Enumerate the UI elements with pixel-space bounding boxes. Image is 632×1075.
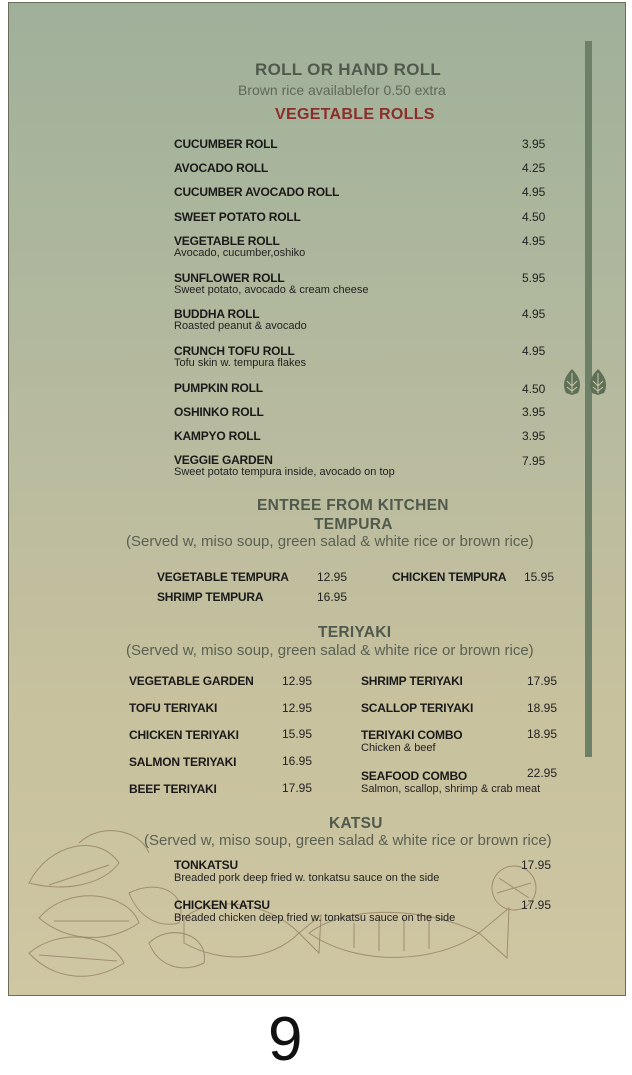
page-number: 9 <box>268 1005 303 1074</box>
item-name: VEGETABLE TEMPURA <box>157 570 289 584</box>
vegetable-rolls-heading: VEGETABLE ROLLS <box>275 106 435 123</box>
item-price: 12.95 <box>282 674 313 688</box>
item-price: 15.95 <box>282 727 313 741</box>
item-name: TOFU TERIYAKI <box>129 701 218 715</box>
item-price: 4.95 <box>522 344 546 358</box>
item-description: Avocado, cucumber,oshiko <box>174 247 306 259</box>
item-price: 12.95 <box>282 701 313 715</box>
item-name: SCALLOP TERIYAKI <box>361 701 474 715</box>
item-name: OSHINKO ROLL <box>174 405 264 419</box>
item-price: 3.95 <box>522 429 546 443</box>
item-description: Salmon, scallop, shrimp & crab meat <box>361 783 541 795</box>
teriyaki-heading: TERIYAKI <box>318 624 392 641</box>
item-name: SHRIMP TEMPURA <box>157 590 264 604</box>
item-price: 3.95 <box>522 405 546 419</box>
brown-rice-note: Brown rice availablefor 0.50 extra <box>238 82 446 98</box>
item-name: SWEET POTATO ROLL <box>174 210 301 224</box>
item-name: SEAFOOD COMBO <box>361 769 468 783</box>
item-name: VEGGIE GARDEN <box>174 453 273 467</box>
item-price: 18.95 <box>527 701 558 715</box>
item-name: PUMPKIN ROLL <box>174 381 263 395</box>
item-price: 17.95 <box>282 781 313 795</box>
item-description: Sweet potato tempura inside, avocado on top <box>174 466 395 478</box>
item-name: SALMON TERIYAKI <box>129 755 237 769</box>
item-price: 17.95 <box>527 674 558 688</box>
item-name: CUCUMBER ROLL <box>174 137 278 151</box>
item-price: 15.95 <box>524 570 555 584</box>
item-name: CHICKEN TEMPURA <box>392 570 507 584</box>
item-name: CUCUMBER AVOCADO ROLL <box>174 185 340 199</box>
item-description: Breaded pork deep fried w. tonkatsu sauce on the side <box>174 872 440 884</box>
item-name: CRUNCH TOFU ROLL <box>174 344 295 358</box>
item-price: 16.95 <box>317 590 348 604</box>
item-name: VEGETABLE GARDEN <box>129 674 254 688</box>
item-name: BEEF TERIYAKI <box>129 782 217 796</box>
item-name: KAMPYO ROLL <box>174 429 261 443</box>
item-description: Tofu skin w. tempura flakes <box>174 357 307 369</box>
item-price: 3.95 <box>522 137 546 151</box>
item-price: 4.95 <box>522 234 546 248</box>
item-description: Breaded chicken deep fried w. tonkatsu sauce on the side <box>174 912 456 924</box>
item-name: CHICKEN TERIYAKI <box>129 728 239 742</box>
item-name: TERIYAKI COMBO <box>361 728 463 742</box>
item-name: AVOCADO ROLL <box>174 161 269 175</box>
item-name: TONKATSU <box>174 858 238 872</box>
katsu-heading: KATSU <box>329 815 383 832</box>
item-price: 18.95 <box>527 727 558 741</box>
item-name: BUDDHA ROLL <box>174 307 260 321</box>
item-price: 17.95 <box>521 898 552 912</box>
item-name: SHRIMP TERIYAKI <box>361 674 463 688</box>
item-price: 5.95 <box>522 271 546 285</box>
item-price: 4.50 <box>522 382 546 396</box>
item-name: VEGETABLE ROLL <box>174 234 280 248</box>
item-price: 4.50 <box>522 210 546 224</box>
menu-page <box>8 2 626 996</box>
item-price: 22.95 <box>527 766 558 780</box>
item-price: 4.95 <box>522 185 546 199</box>
entree-heading: ENTREE FROM KITCHEN <box>257 497 449 514</box>
decorative-vertical-bar <box>585 41 592 757</box>
item-price: 4.95 <box>522 307 546 321</box>
item-price: 12.95 <box>317 570 348 584</box>
tempura-served-note: (Served w, miso soup, green salad & white rice or brown rice) <box>126 533 534 550</box>
item-name: SUNFLOWER ROLL <box>174 271 285 285</box>
tempura-heading: TEMPURA <box>314 516 393 533</box>
leaf-ornament-icon <box>560 367 612 397</box>
item-name: CHICKEN KATSU <box>174 898 270 912</box>
katsu-served-note: (Served w, miso soup, green salad & white rice or brown rice) <box>144 832 552 849</box>
page-title: ROLL OR HAND ROLL <box>255 60 442 79</box>
item-price: 16.95 <box>282 754 313 768</box>
item-description: Sweet potato, avocado & cream cheese <box>174 284 369 296</box>
item-description: Chicken & beef <box>361 742 436 754</box>
item-price: 7.95 <box>522 454 546 468</box>
item-price: 17.95 <box>521 858 552 872</box>
teriyaki-served-note: (Served w, miso soup, green salad & white rice or brown rice) <box>126 642 534 659</box>
item-description: Roasted peanut & avocado <box>174 320 307 332</box>
item-price: 4.25 <box>522 161 546 175</box>
